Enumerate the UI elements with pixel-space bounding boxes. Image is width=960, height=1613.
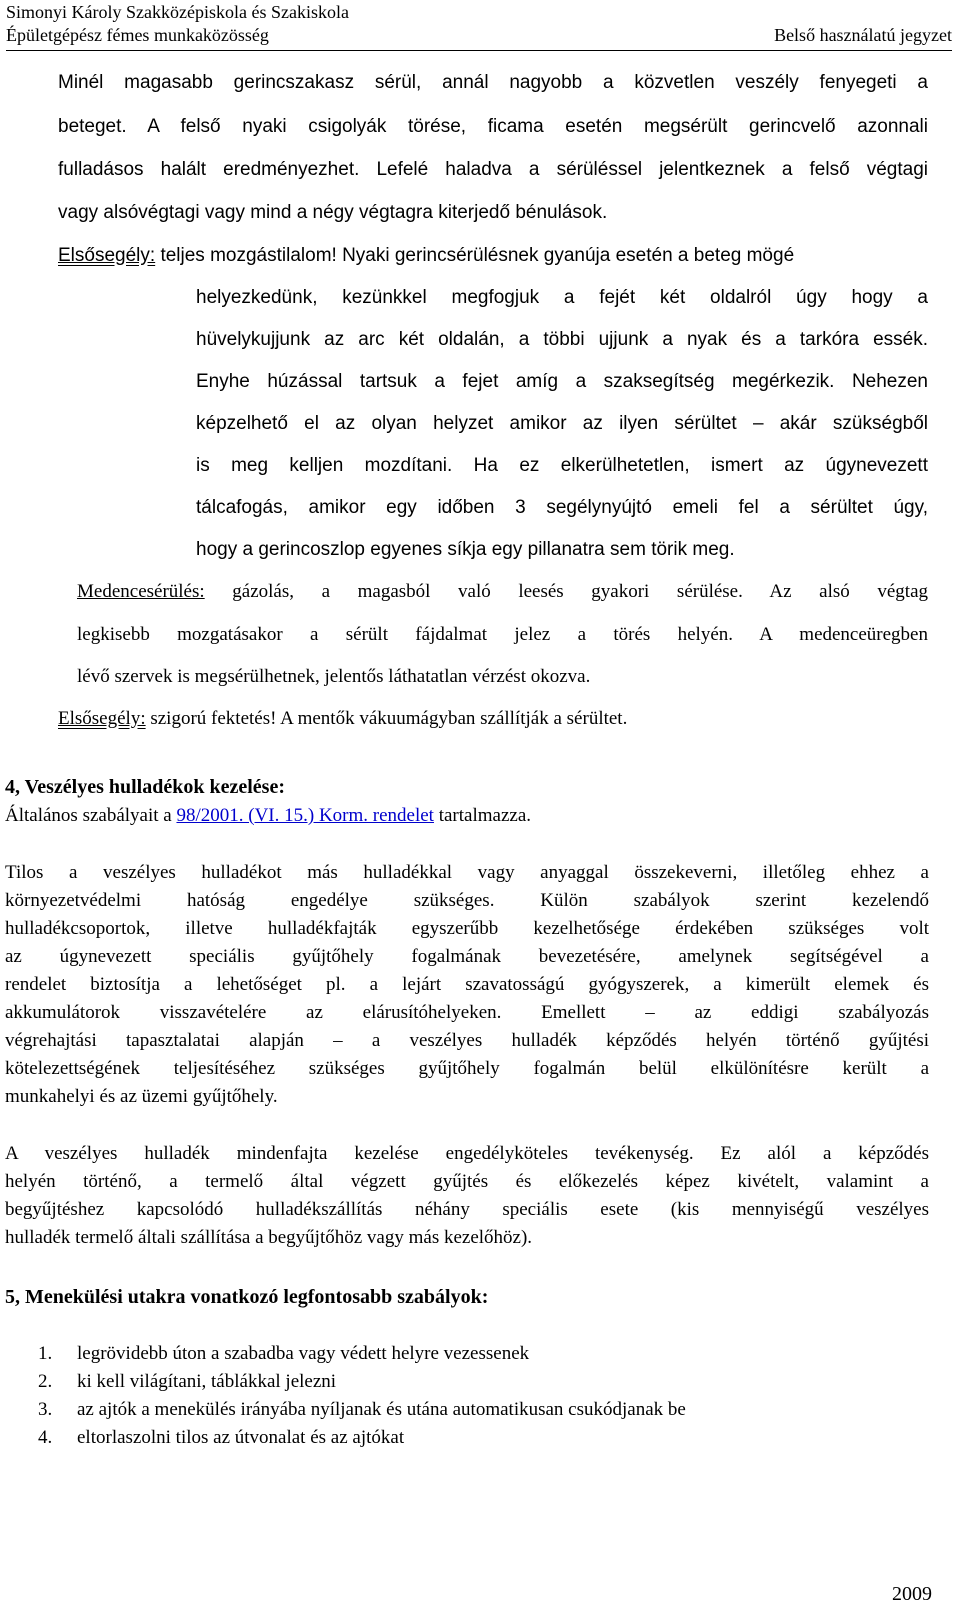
pelvis-text: gázolás, a magasból való leesés gyakori sérülése. Az alsó végtag: [204, 581, 928, 602]
text-line: akkumulátorok visszavételére az elárusítóhelyeken. Emellett – az eddigi szabályozás: [5, 1002, 929, 1023]
section-4-heading: 4, Veszélyes hulladékok kezelése:: [5, 776, 285, 798]
text-line: végrehajtási tapasztalatai alapján – a veszélyes hulladék képződés helyén történő gyűjtési: [5, 1030, 929, 1051]
text-line: hogy a gerincoszlop egyenes síkja egy pillanatra sem törik meg.: [196, 539, 735, 560]
section-5-heading: 5, Menekülési utakra vonatkozó legfontosabb szabályok:: [5, 1286, 489, 1308]
list-item-number: 4.: [38, 1427, 53, 1448]
text-line: Tilos a veszélyes hulladékot más hulladékkal vagy anyaggal összekeverni, illetőleg ehhez a: [5, 862, 929, 883]
first-aid-label: Elsősegély:: [58, 708, 146, 729]
first-aid-text: szigorú fektetés! A mentők vákuumágyban szállítják a sérültet.: [145, 708, 628, 729]
text-line: munkahelyi és az üzemi gyűjtőhely.: [5, 1086, 278, 1107]
first-aid-pelvis: [58, 708, 627, 730]
list-item-number: 2.: [38, 1371, 53, 1392]
first-aid-label: Elsősegély:: [58, 245, 156, 266]
text-line: A veszélyes hulladék mindenfajta kezelése engedélyköteles tevékenység. Ez alól a képződés: [5, 1143, 929, 1164]
list-item-number: 3.: [38, 1399, 53, 1420]
pelvis-label: Medencesérülés:: [77, 581, 205, 602]
section-4-intro: [5, 805, 531, 827]
text-line: környezetvédelmi hatóság engedélye szükséges. Külön szabályok szerint kezelendő: [5, 890, 929, 911]
text-line: kötelezettségének teljesítéséhez szükséges gyűjtőhely fogalmán belül elkülönítésre került a: [5, 1058, 929, 1079]
text-line: lévő szervek is megsérülhetnek, jelentős láthatatlan vérzést okozva.: [77, 666, 591, 687]
list-item: eltorlaszolni tilos az útvonalat és az ajtókat: [77, 1427, 405, 1448]
text-line: beteget. A felső nyaki csigolyák törése, ficama esetén megsérült gerincvelő azonnali: [58, 116, 928, 137]
header-school-name: Simonyi Károly Szakközépiskola és Szakiskola: [6, 2, 349, 22]
text-line: képzelhető el az olyan helyzet amikor az ilyen sérültet – akár szükségből: [196, 413, 928, 434]
text-line: [58, 245, 794, 267]
text-line: hüvelykujjunk az arc két oldalán, a többi ujjunk a nyak és a tarkóra essék.: [196, 329, 928, 350]
text-line: [77, 581, 928, 603]
text-line: helyén történő, a termelő által végzett gyűjtés és előkezelés képez kivételt, valamint a: [5, 1171, 929, 1192]
text-line: Minél magasabb gerincszakasz sérül, annál nagyobb a közvetlen veszély fenyegeti a: [58, 72, 928, 93]
header-department: Épületgépész fémes munkaközösség: [6, 25, 269, 45]
text-line: hulladék termelő általi szállítása a begyűjtőhöz vagy más kezelőhöz).: [5, 1227, 533, 1248]
intro-text: Általános szabályait a: [5, 805, 177, 826]
text-line: az úgynevezett speciális gyűjtőhely fogalmának bevezetésére, amelynek segítségével a: [5, 946, 929, 967]
list-item: legrövidebb úton a szabadba vagy védett helyre vezessenek: [77, 1343, 530, 1364]
list-item-number: 1.: [38, 1343, 53, 1364]
text-line: is meg kelljen mozdítani. Ha ez elkerülhetetlen, ismert az úgynevezett: [196, 455, 928, 476]
text-line: helyezkedünk, kezünkkel megfogjuk a fejét két oldalról úgy hogy a: [196, 287, 928, 308]
list-item: ki kell világítani, táblákkal jelezni: [77, 1371, 337, 1392]
regulation-link[interactable]: 98/2001. (VI. 15.) Korm. rendelet: [176, 805, 434, 826]
text-line: tálcafogás, amikor egy időben 3 segélynyújtó emeli fel a sérültet úgy,: [196, 497, 928, 518]
text-line: legkisebb mozgatásakor a sérült fájdalmat jelez a törés helyén. A medenceüregben: [77, 624, 928, 645]
page-header: [6, 0, 952, 51]
page-footer-year: 2009: [892, 1583, 932, 1605]
text-line: Enyhe húzással tartsuk a fejet amíg a szaksegítség megérkezik. Nehezen: [196, 371, 928, 392]
text-line: fulladásos halált eredményezhet. Lefelé haladva a sérüléssel jelentkeznek a felső végtagi: [58, 159, 928, 180]
intro-text: tartalmazza.: [433, 805, 532, 826]
text-line: rendelet biztosítja a lehetőséget pl. a lejárt szavatosságú gyógyszerek, a kimerült elemek és: [5, 974, 929, 995]
list-item: az ajtók a menekülés irányába nyíljanak és utána automatikusan csukódjanak be: [77, 1399, 686, 1420]
text-line: vagy alsóvégtagi vagy mind a négy végtagra kiterjedő bénulások.: [58, 202, 608, 223]
first-aid-text: teljes mozgástilalom! Nyaki gerincsérülésnek gyanúja esetén a beteg mögé: [155, 245, 795, 266]
text-line: begyűjtéshez kapcsolódó hulladékszállítás néhány speciális esete (kis mennyiségű veszélyes: [5, 1199, 929, 1220]
header-note-label: Belső használatú jegyzet: [774, 25, 952, 45]
text-line: hulladékcsoportok, illetve hulladékfajták egyszerűbb kezelhetősége érdekében szükséges volt: [5, 918, 929, 939]
